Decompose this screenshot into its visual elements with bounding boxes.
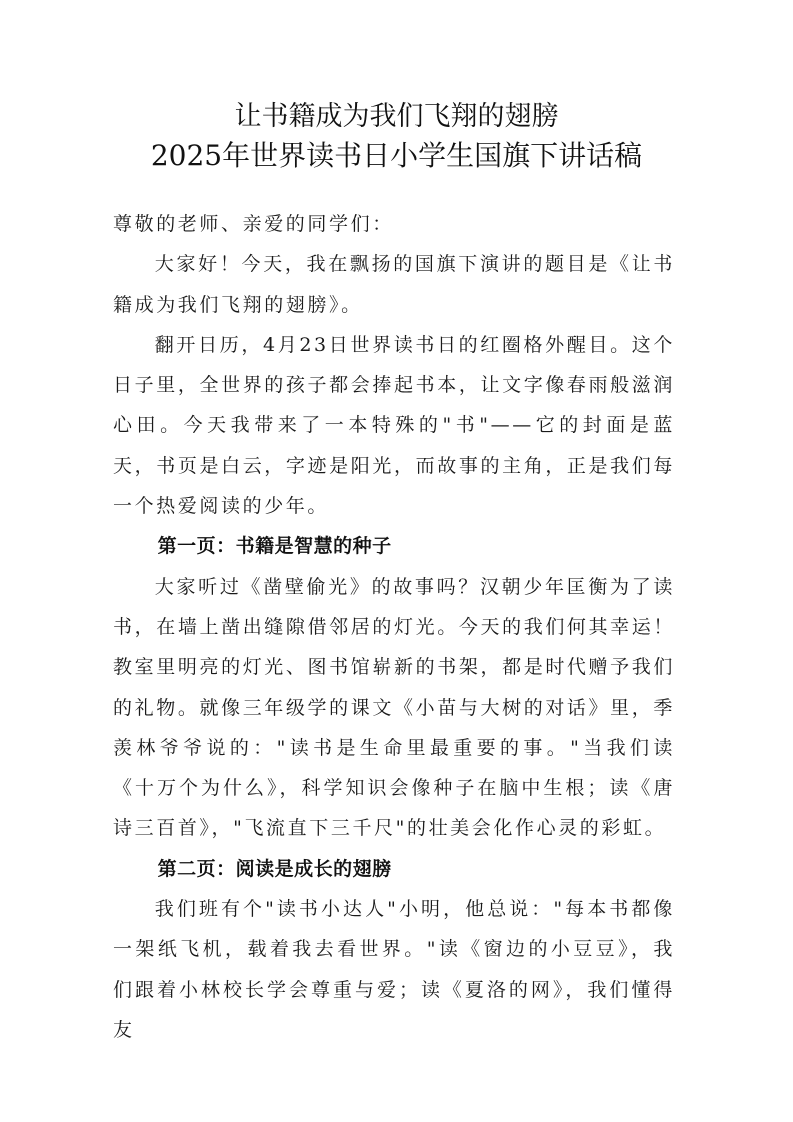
paragraph-page-one: 大家听过《凿壁偷光》的故事吗？汉朝少年匡衡为了读书，在墙上凿出缝隙借邻居的灯光。今天的我们何其幸运！教室里明亮的灯光、图书馆崭新的书架，都是时代赠予我们的礼物。就像三年级学的课文《小苗与大树的对话》里，季羡林爷爷说的："读书是生命里最重要的事。"当我们读《十万个为什么》，科学知识会像种子在脑中生根；读《唐诗三百首》，"飞流直下三千尺"的壮美会化作心灵的彩虹。 (113, 575, 675, 840)
paragraph-intro: 翻开日历，4月23日世界读书日的红圈格外醒目。这个日子里，全世界的孩子都会捧起书本，让文字像春雨般滋润心田。今天我带来了一本特殊的"书"——它的封面是蓝天，书页是白云，字迹是阳光，而故事的主角，正是我们每一个热爱阅读的少年。 (113, 333, 675, 518)
section-heading-page-one: 第一页：书籍是智慧的种子 (157, 535, 392, 558)
paragraph-page-two: 我们班有个"读书小达人"小明，他总说："每本书都像一架纸飞机，载着我去看世界。"读《窗边的小豆豆》，我们跟着小林校长学会尊重与爱；读《夏洛的网》，我们懂得友 (113, 898, 675, 1041)
subtitle: 2025年世界读书日小学生国旗下讲话稿 (150, 139, 643, 172)
section-heading-page-two: 第二页：阅读是成长的翅膀 (157, 857, 392, 880)
main-title: 让书籍成为我们飞翔的翅膀 (234, 101, 559, 132)
salutation: 尊敬的老师、亲爱的同学们： (113, 213, 394, 235)
title-block (0, 98, 793, 176)
paragraph-greeting: 大家好！今天，我在飘扬的国旗下演讲的题目是《让书籍成为我们飞翔的翅膀》。 (113, 253, 675, 316)
speech-body (113, 204, 675, 1050)
